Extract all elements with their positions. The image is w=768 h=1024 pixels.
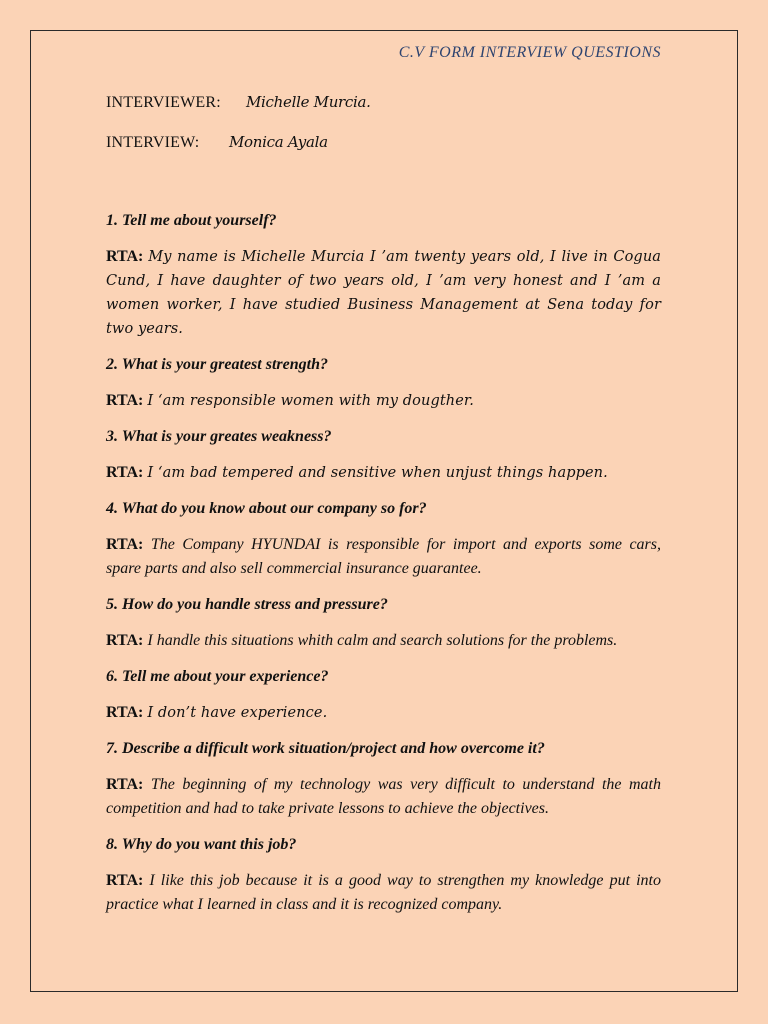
answer-prefix: RTA: [106, 776, 144, 793]
qa-item-8 [106, 833, 661, 917]
answer-text-4: The Company HYUNDAI is responsible for import and exports some cars, spare parts and also sell commercial insurance guarantee. [106, 536, 662, 577]
question-6: 6. Tell me about your experience? [106, 668, 329, 685]
answer-text-8: I like this job because it is a good way to strengthen my knowledge put into practice what I learned in class and it is recognized company. [106, 872, 661, 913]
answer-prefix: RTA: [106, 704, 144, 721]
interview-label: INTERVIEW: [106, 134, 200, 151]
answer-text-2: I ‘am responsible women with my dougther. [147, 393, 475, 409]
answer-7 [106, 773, 661, 821]
question-5: 5. How do you handle stress and pressure? [106, 596, 388, 613]
answer-prefix: RTA: [106, 632, 144, 649]
answer-prefix: RTA: [106, 248, 144, 265]
answer-3 [106, 461, 661, 485]
qa-item-3 [106, 425, 661, 485]
interview-name: Monica Ayala [229, 133, 328, 151]
answer-1 [106, 245, 661, 341]
question-list [106, 209, 661, 929]
answer-prefix: RTA: [106, 392, 144, 409]
question-7: 7. Describe a difficult work situation/project and how overcome it? [106, 740, 545, 757]
answer-text-3: I ‘am bad tempered and sensitive when unjust things happen. [147, 465, 608, 481]
answer-text-6: I don’t have experience. [147, 705, 328, 721]
answer-5 [106, 629, 661, 653]
question-4: 4. What do you know about our company so for? [106, 500, 427, 517]
interviewer-label: INTERVIEWER: [106, 94, 221, 111]
qa-item-7 [106, 737, 661, 821]
question-1: 1. Tell me about yourself? [106, 212, 277, 229]
qa-item-6 [106, 665, 661, 725]
answer-text-1: My name is Michelle Murcia I ’am twenty years old, I live in Cogua Cund, I have daughter of two years old, I ’am very honest and I ’am a women worker, I have studied Business Management at Sena today for two years. [106, 249, 662, 337]
document-title: C.V FORM INTERVIEW QUESTIONS [398, 44, 661, 61]
answer-text-7: The beginning of my technology was very difficult to understand the math competition and had to take private lessons to achieve the objectives. [106, 776, 662, 817]
question-8: 8. Why do you want this job? [106, 836, 297, 853]
answer-prefix: RTA: [106, 872, 144, 889]
answer-prefix: RTA: [106, 464, 144, 481]
answer-2 [106, 389, 661, 413]
answer-prefix: RTA: [106, 536, 144, 553]
answer-8 [106, 869, 661, 917]
answer-4 [106, 533, 661, 581]
qa-item-5 [106, 593, 661, 653]
question-2: 2. What is your greatest strength? [106, 356, 328, 373]
interviewer-name: Michelle Murcia. [246, 93, 371, 111]
question-3: 3. What is your greates weakness? [106, 428, 332, 445]
qa-item-1 [106, 209, 661, 341]
qa-item-2 [106, 353, 661, 413]
answer-6 [106, 701, 661, 725]
interviewer-line [106, 93, 371, 112]
interview-line [106, 133, 328, 152]
answer-text-5: I handle this situations whith calm and search solutions for the problems. [147, 632, 618, 649]
qa-item-4 [106, 497, 661, 581]
